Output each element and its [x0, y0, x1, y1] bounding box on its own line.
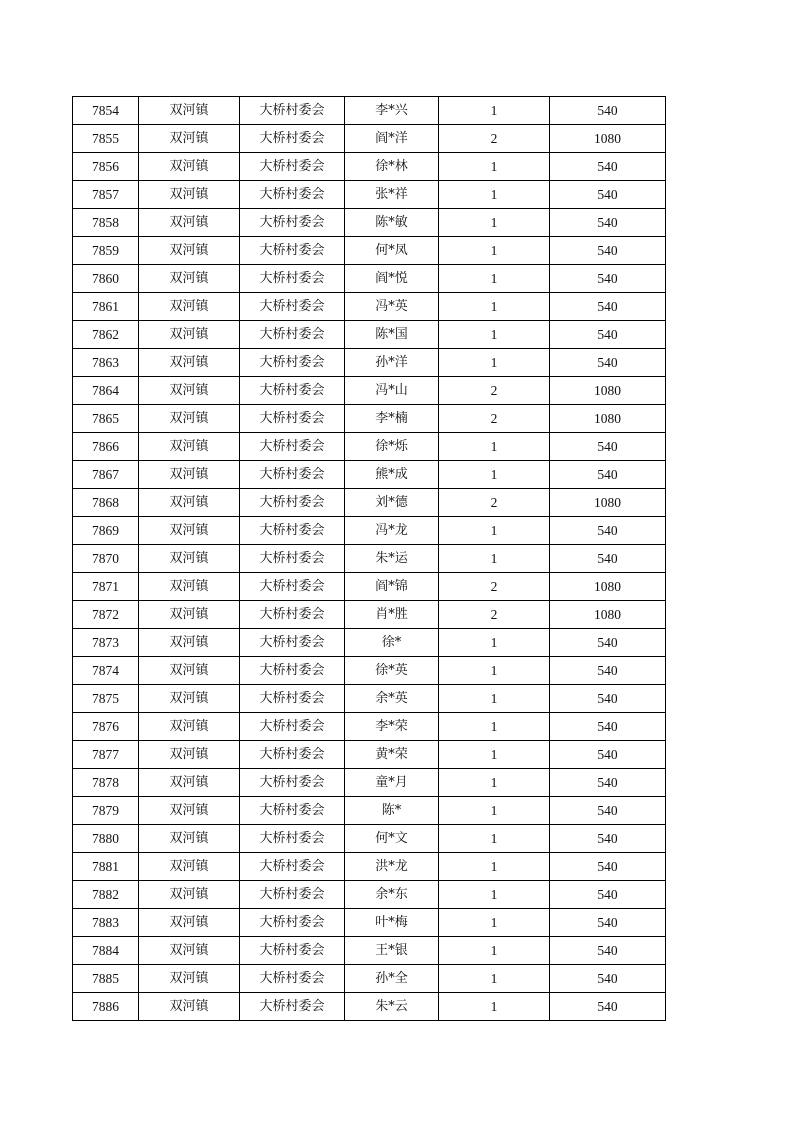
household-count-cell: 2 — [439, 377, 550, 405]
amount-cell: 540 — [550, 993, 666, 1021]
village-committee-cell: 大桥村委会 — [240, 825, 345, 853]
village-committee-cell: 大桥村委会 — [240, 377, 345, 405]
name-cell: 李*荣 — [345, 713, 439, 741]
village-committee-cell: 大桥村委会 — [240, 629, 345, 657]
town-cell: 双河镇 — [139, 993, 240, 1021]
row-number-cell: 7880 — [73, 825, 139, 853]
amount-cell: 540 — [550, 433, 666, 461]
village-committee-cell: 大桥村委会 — [240, 237, 345, 265]
village-committee-cell: 大桥村委会 — [240, 209, 345, 237]
name-cell: 徐*烁 — [345, 433, 439, 461]
row-number-cell: 7881 — [73, 853, 139, 881]
row-number-cell: 7866 — [73, 433, 139, 461]
amount-cell: 540 — [550, 153, 666, 181]
row-number-cell: 7879 — [73, 797, 139, 825]
row-number-cell: 7885 — [73, 965, 139, 993]
table-row — [73, 713, 666, 741]
name-cell: 陈* — [345, 797, 439, 825]
household-count-cell: 2 — [439, 405, 550, 433]
table-row — [73, 433, 666, 461]
town-cell: 双河镇 — [139, 657, 240, 685]
row-number-cell: 7864 — [73, 377, 139, 405]
row-number-cell: 7872 — [73, 601, 139, 629]
town-cell: 双河镇 — [139, 517, 240, 545]
village-committee-cell: 大桥村委会 — [240, 125, 345, 153]
table-row — [73, 741, 666, 769]
household-count-cell: 2 — [439, 125, 550, 153]
row-number-cell: 7861 — [73, 293, 139, 321]
amount-cell: 540 — [550, 349, 666, 377]
row-number-cell: 7865 — [73, 405, 139, 433]
village-committee-cell: 大桥村委会 — [240, 489, 345, 517]
village-committee-cell: 大桥村委会 — [240, 293, 345, 321]
amount-cell: 1080 — [550, 125, 666, 153]
name-cell: 孙*全 — [345, 965, 439, 993]
row-number-cell: 7860 — [73, 265, 139, 293]
household-count-cell: 1 — [439, 881, 550, 909]
amount-cell: 540 — [550, 713, 666, 741]
household-count-cell: 1 — [439, 97, 550, 125]
village-committee-cell: 大桥村委会 — [240, 965, 345, 993]
table-row — [73, 377, 666, 405]
name-cell: 朱*运 — [345, 545, 439, 573]
town-cell: 双河镇 — [139, 265, 240, 293]
row-number-cell: 7886 — [73, 993, 139, 1021]
name-cell: 冯*英 — [345, 293, 439, 321]
name-cell: 阎*锦 — [345, 573, 439, 601]
household-count-cell: 1 — [439, 853, 550, 881]
table-row — [73, 517, 666, 545]
town-cell: 双河镇 — [139, 349, 240, 377]
village-committee-cell: 大桥村委会 — [240, 909, 345, 937]
amount-cell: 540 — [550, 657, 666, 685]
household-count-cell: 1 — [439, 937, 550, 965]
name-cell: 洪*龙 — [345, 853, 439, 881]
table-row — [73, 685, 666, 713]
amount-cell: 540 — [550, 965, 666, 993]
row-number-cell: 7862 — [73, 321, 139, 349]
row-number-cell: 7856 — [73, 153, 139, 181]
town-cell: 双河镇 — [139, 965, 240, 993]
town-cell: 双河镇 — [139, 545, 240, 573]
table-row — [73, 489, 666, 517]
household-count-cell: 1 — [439, 237, 550, 265]
village-committee-cell: 大桥村委会 — [240, 321, 345, 349]
town-cell: 双河镇 — [139, 125, 240, 153]
amount-cell: 540 — [550, 741, 666, 769]
amount-cell: 540 — [550, 629, 666, 657]
row-number-cell: 7884 — [73, 937, 139, 965]
row-number-cell: 7871 — [73, 573, 139, 601]
household-count-cell: 1 — [439, 517, 550, 545]
town-cell: 双河镇 — [139, 853, 240, 881]
town-cell: 双河镇 — [139, 825, 240, 853]
row-number-cell: 7869 — [73, 517, 139, 545]
village-committee-cell: 大桥村委会 — [240, 741, 345, 769]
records-table-body — [73, 97, 666, 1021]
amount-cell: 540 — [550, 237, 666, 265]
town-cell: 双河镇 — [139, 293, 240, 321]
table-row — [73, 293, 666, 321]
town-cell: 双河镇 — [139, 461, 240, 489]
household-count-cell: 1 — [439, 209, 550, 237]
village-committee-cell: 大桥村委会 — [240, 461, 345, 489]
table-row — [73, 125, 666, 153]
name-cell: 徐*英 — [345, 657, 439, 685]
table-row — [73, 545, 666, 573]
amount-cell: 540 — [550, 97, 666, 125]
name-cell: 何*凤 — [345, 237, 439, 265]
household-count-cell: 1 — [439, 461, 550, 489]
household-count-cell: 1 — [439, 965, 550, 993]
name-cell: 刘*德 — [345, 489, 439, 517]
name-cell: 叶*梅 — [345, 909, 439, 937]
town-cell: 双河镇 — [139, 909, 240, 937]
table-row — [73, 881, 666, 909]
table-row — [73, 321, 666, 349]
amount-cell: 540 — [550, 265, 666, 293]
table-row — [73, 97, 666, 125]
table-row — [73, 237, 666, 265]
table-row — [73, 461, 666, 489]
name-cell: 肖*胜 — [345, 601, 439, 629]
amount-cell: 540 — [550, 209, 666, 237]
town-cell: 双河镇 — [139, 629, 240, 657]
village-committee-cell: 大桥村委会 — [240, 181, 345, 209]
town-cell: 双河镇 — [139, 685, 240, 713]
village-committee-cell: 大桥村委会 — [240, 993, 345, 1021]
town-cell: 双河镇 — [139, 769, 240, 797]
town-cell: 双河镇 — [139, 741, 240, 769]
name-cell: 阎*洋 — [345, 125, 439, 153]
name-cell: 朱*云 — [345, 993, 439, 1021]
table-row — [73, 209, 666, 237]
village-committee-cell: 大桥村委会 — [240, 657, 345, 685]
row-number-cell: 7858 — [73, 209, 139, 237]
amount-cell: 1080 — [550, 489, 666, 517]
table-row — [73, 181, 666, 209]
village-committee-cell: 大桥村委会 — [240, 433, 345, 461]
amount-cell: 1080 — [550, 405, 666, 433]
town-cell: 双河镇 — [139, 209, 240, 237]
village-committee-cell: 大桥村委会 — [240, 797, 345, 825]
row-number-cell: 7857 — [73, 181, 139, 209]
amount-cell: 540 — [550, 685, 666, 713]
village-committee-cell: 大桥村委会 — [240, 517, 345, 545]
town-cell: 双河镇 — [139, 181, 240, 209]
row-number-cell: 7882 — [73, 881, 139, 909]
household-count-cell: 1 — [439, 657, 550, 685]
household-count-cell: 1 — [439, 153, 550, 181]
town-cell: 双河镇 — [139, 433, 240, 461]
name-cell: 熊*成 — [345, 461, 439, 489]
household-count-cell: 2 — [439, 489, 550, 517]
row-number-cell: 7877 — [73, 741, 139, 769]
village-committee-cell: 大桥村委会 — [240, 153, 345, 181]
row-number-cell: 7854 — [73, 97, 139, 125]
name-cell: 陈*敏 — [345, 209, 439, 237]
village-committee-cell: 大桥村委会 — [240, 405, 345, 433]
name-cell: 余*东 — [345, 881, 439, 909]
town-cell: 双河镇 — [139, 797, 240, 825]
table-row — [73, 769, 666, 797]
amount-cell: 540 — [550, 797, 666, 825]
village-committee-cell: 大桥村委会 — [240, 685, 345, 713]
name-cell: 何*文 — [345, 825, 439, 853]
town-cell: 双河镇 — [139, 937, 240, 965]
name-cell: 余*英 — [345, 685, 439, 713]
village-committee-cell: 大桥村委会 — [240, 853, 345, 881]
row-number-cell: 7868 — [73, 489, 139, 517]
table-row — [73, 657, 666, 685]
table-row — [73, 153, 666, 181]
town-cell: 双河镇 — [139, 97, 240, 125]
town-cell: 双河镇 — [139, 237, 240, 265]
table-row — [73, 797, 666, 825]
household-count-cell: 1 — [439, 181, 550, 209]
table-row — [73, 853, 666, 881]
household-count-cell: 1 — [439, 321, 550, 349]
village-committee-cell: 大桥村委会 — [240, 937, 345, 965]
village-committee-cell: 大桥村委会 — [240, 769, 345, 797]
name-cell: 李*楠 — [345, 405, 439, 433]
name-cell: 张*祥 — [345, 181, 439, 209]
village-committee-cell: 大桥村委会 — [240, 97, 345, 125]
household-count-cell: 1 — [439, 797, 550, 825]
table-row — [73, 405, 666, 433]
village-committee-cell: 大桥村委会 — [240, 601, 345, 629]
row-number-cell: 7876 — [73, 713, 139, 741]
town-cell: 双河镇 — [139, 489, 240, 517]
village-committee-cell: 大桥村委会 — [240, 881, 345, 909]
name-cell: 徐* — [345, 629, 439, 657]
table-row — [73, 629, 666, 657]
row-number-cell: 7873 — [73, 629, 139, 657]
row-number-cell: 7870 — [73, 545, 139, 573]
table-row — [73, 909, 666, 937]
household-count-cell: 1 — [439, 741, 550, 769]
town-cell: 双河镇 — [139, 377, 240, 405]
amount-cell: 540 — [550, 517, 666, 545]
table-row — [73, 965, 666, 993]
household-count-cell: 2 — [439, 573, 550, 601]
name-cell: 阎*悦 — [345, 265, 439, 293]
row-number-cell: 7855 — [73, 125, 139, 153]
table-row — [73, 349, 666, 377]
name-cell: 冯*龙 — [345, 517, 439, 545]
town-cell: 双河镇 — [139, 601, 240, 629]
amount-cell: 540 — [550, 545, 666, 573]
name-cell: 冯*山 — [345, 377, 439, 405]
household-count-cell: 1 — [439, 433, 550, 461]
town-cell: 双河镇 — [139, 713, 240, 741]
records-table — [72, 96, 666, 1021]
row-number-cell: 7867 — [73, 461, 139, 489]
name-cell: 徐*林 — [345, 153, 439, 181]
table-row — [73, 937, 666, 965]
town-cell: 双河镇 — [139, 321, 240, 349]
name-cell: 孙*洋 — [345, 349, 439, 377]
household-count-cell: 1 — [439, 685, 550, 713]
table-row — [73, 825, 666, 853]
table-row — [73, 993, 666, 1021]
name-cell: 王*银 — [345, 937, 439, 965]
household-count-cell: 1 — [439, 993, 550, 1021]
town-cell: 双河镇 — [139, 573, 240, 601]
row-number-cell: 7878 — [73, 769, 139, 797]
household-count-cell: 1 — [439, 629, 550, 657]
name-cell: 黄*荣 — [345, 741, 439, 769]
household-count-cell: 1 — [439, 293, 550, 321]
amount-cell: 540 — [550, 293, 666, 321]
amount-cell: 540 — [550, 769, 666, 797]
table-row — [73, 573, 666, 601]
amount-cell: 540 — [550, 181, 666, 209]
table-row — [73, 601, 666, 629]
town-cell: 双河镇 — [139, 405, 240, 433]
village-committee-cell: 大桥村委会 — [240, 349, 345, 377]
row-number-cell: 7874 — [73, 657, 139, 685]
row-number-cell: 7883 — [73, 909, 139, 937]
household-count-cell: 1 — [439, 909, 550, 937]
amount-cell: 540 — [550, 321, 666, 349]
household-count-cell: 1 — [439, 349, 550, 377]
amount-cell: 540 — [550, 461, 666, 489]
town-cell: 双河镇 — [139, 881, 240, 909]
village-committee-cell: 大桥村委会 — [240, 265, 345, 293]
amount-cell: 540 — [550, 853, 666, 881]
amount-cell: 540 — [550, 909, 666, 937]
household-count-cell: 1 — [439, 265, 550, 293]
row-number-cell: 7875 — [73, 685, 139, 713]
name-cell: 陈*国 — [345, 321, 439, 349]
name-cell: 童*月 — [345, 769, 439, 797]
town-cell: 双河镇 — [139, 153, 240, 181]
household-count-cell: 1 — [439, 545, 550, 573]
amount-cell: 1080 — [550, 377, 666, 405]
table-row — [73, 265, 666, 293]
village-committee-cell: 大桥村委会 — [240, 573, 345, 601]
village-committee-cell: 大桥村委会 — [240, 713, 345, 741]
row-number-cell: 7859 — [73, 237, 139, 265]
amount-cell: 1080 — [550, 601, 666, 629]
village-committee-cell: 大桥村委会 — [240, 545, 345, 573]
household-count-cell: 1 — [439, 713, 550, 741]
name-cell: 李*兴 — [345, 97, 439, 125]
amount-cell: 540 — [550, 937, 666, 965]
household-count-cell: 2 — [439, 601, 550, 629]
row-number-cell: 7863 — [73, 349, 139, 377]
household-count-cell: 1 — [439, 769, 550, 797]
amount-cell: 540 — [550, 825, 666, 853]
household-count-cell: 1 — [439, 825, 550, 853]
amount-cell: 540 — [550, 881, 666, 909]
amount-cell: 1080 — [550, 573, 666, 601]
